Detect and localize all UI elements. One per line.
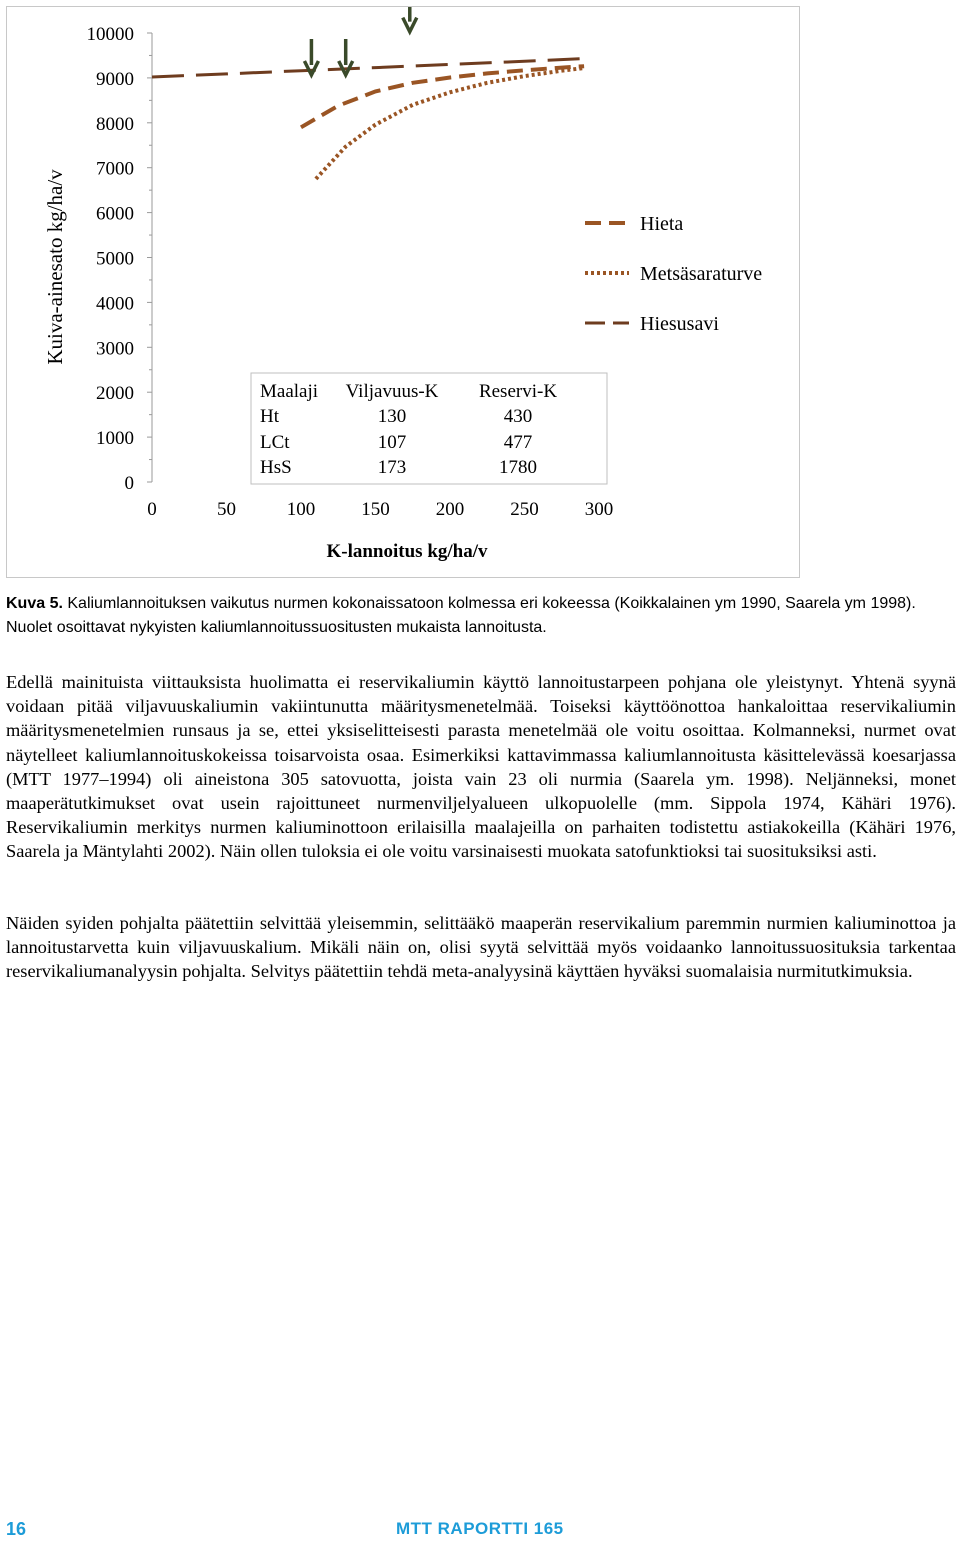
y-axis-label: Kuiva-ainesato kg/ha/v: [43, 169, 67, 365]
y-tick-label: 3000: [96, 338, 134, 360]
x-tick-label: 100: [286, 499, 316, 520]
y-tick-label: 5000: [96, 248, 134, 270]
inset-table-cell: 1780: [499, 457, 537, 478]
inset-table-cell: 107: [377, 432, 407, 453]
legend-label: Hiesusavi: [640, 313, 719, 335]
chart-plot: [7, 7, 801, 579]
figure-caption: [6, 592, 956, 640]
series-line-1: [301, 66, 584, 127]
inset-table-cell: 477: [503, 432, 533, 453]
y-tick-label: 6000: [96, 203, 134, 225]
x-tick-label: 200: [435, 499, 465, 520]
x-axis-label: K-lannoitus kg/ha/v: [326, 541, 488, 562]
body-paragraph: Edellä mainituista viittauksista huolimatta ei reservikaliumin käyttö lannoitustarpeen pohjana ole yleistynyt. Yhtenä syynä voidaan pitää viljavuuskaliumin vakiintunutta määritysmenetelmää. Toiseksi käyttöönottoa hankaloittaa reservikaliumin määritysmenetelmien runsaus ja se, ettei yksiselitteisesti parasta menetelmää ole voitu osoittaa. Kolmanneksi, nurmet ovat näytelleet kaliumlannoituskokeissa toisarvoista osaa. Esimerkiksi kattavimmassa kaliumlannoitusta käsittelevässä koesarjassa (MTT 1977–1994) oli aineistona 305 satovuotta, joista vain 23 oli nurmia (Saarela ym. 1998). Neljänneksi, monet maaperätutkimukset ovat usein rajoittuneet nurmenviljelyalueen ulkopuolelle (mm. Sippola 1974, Kähäri 1976). Reservikaliumin merkitys nurmen kaliuminottoon erilaisilla maalajeilla on parhaiten todistettu astiakokeilla (Kähäri 1976, Saarela ja Mäntylahti 2002). Näin ollen tuloksia ei ole voitu varsinaisesti muokata satofunktioksi tai suosituksiksi asti.: [6, 672, 956, 862]
legend-label: Hieta: [640, 213, 684, 235]
inset-table-cell: 430: [503, 406, 533, 427]
inset-table-cell: HsS: [260, 457, 292, 478]
y-tick-label: 1000: [96, 428, 134, 450]
y-tick-label: 10000: [86, 24, 134, 45]
recommendation-arrow: [403, 7, 417, 32]
inset-table-header: Viljavuus-K: [345, 381, 439, 402]
inset-table-cell: 173: [377, 457, 407, 478]
x-tick-label: 50: [217, 499, 236, 520]
caption-text: Kaliumlannoituksen vaikutus nurmen kokonaissatoon kolmessa eri kokeessa (Koikkalainen ym 1990, Saarela ym 1998). Nuolet osoittavat nykyisten kaliumlannoitussuositusten mukaista lannoitusta.: [6, 595, 916, 636]
inset-table-header: Reservi-K: [478, 381, 558, 402]
inset-table-header: Maalaji: [260, 381, 319, 402]
y-tick-label: 2000: [96, 383, 134, 405]
x-tick-label: 250: [510, 499, 539, 520]
report-name: MTT RAPORTTI 165: [396, 1519, 564, 1538]
chart-figure: [6, 6, 800, 578]
y-tick-label: 7000: [96, 158, 134, 180]
inset-table-cell: Ht: [260, 406, 279, 427]
inset-table-cell: LCt: [260, 432, 290, 453]
x-tick-label: 300: [584, 499, 614, 520]
legend-label: Metsäsaraturve: [640, 263, 763, 285]
y-tick-label: 9000: [96, 68, 134, 90]
x-tick-label: 0: [147, 499, 157, 520]
series-line-2: [316, 68, 584, 179]
y-tick-label: 4000: [96, 293, 134, 315]
y-tick-label: 8000: [96, 113, 134, 135]
y-tick-label: 0: [124, 473, 134, 494]
series-line-3: [152, 59, 584, 77]
x-tick-label: 150: [361, 499, 390, 520]
page-number: 16: [6, 1519, 27, 1539]
body-paragraph: Näiden syiden pohjalta päätettiin selvittää yleisemmin, selittääkö maaperän reservikalium paremmin nurmien kaliuminottoa ja lannoitustarvetta kuin viljavuuskalium. Mikäli näin on, olisi syytä selvittää myös voidaanko lannoitussuosituksia tarkentaa reservikaliumanalyysin pohjalta. Selvitys päätettiin tehdä meta-analyysinä käyttäen hyväksi suomalaisia nurmitutkimuksia.: [6, 913, 956, 982]
inset-table-cell: 130: [377, 406, 407, 427]
caption-label: Kuva 5.: [6, 595, 63, 612]
